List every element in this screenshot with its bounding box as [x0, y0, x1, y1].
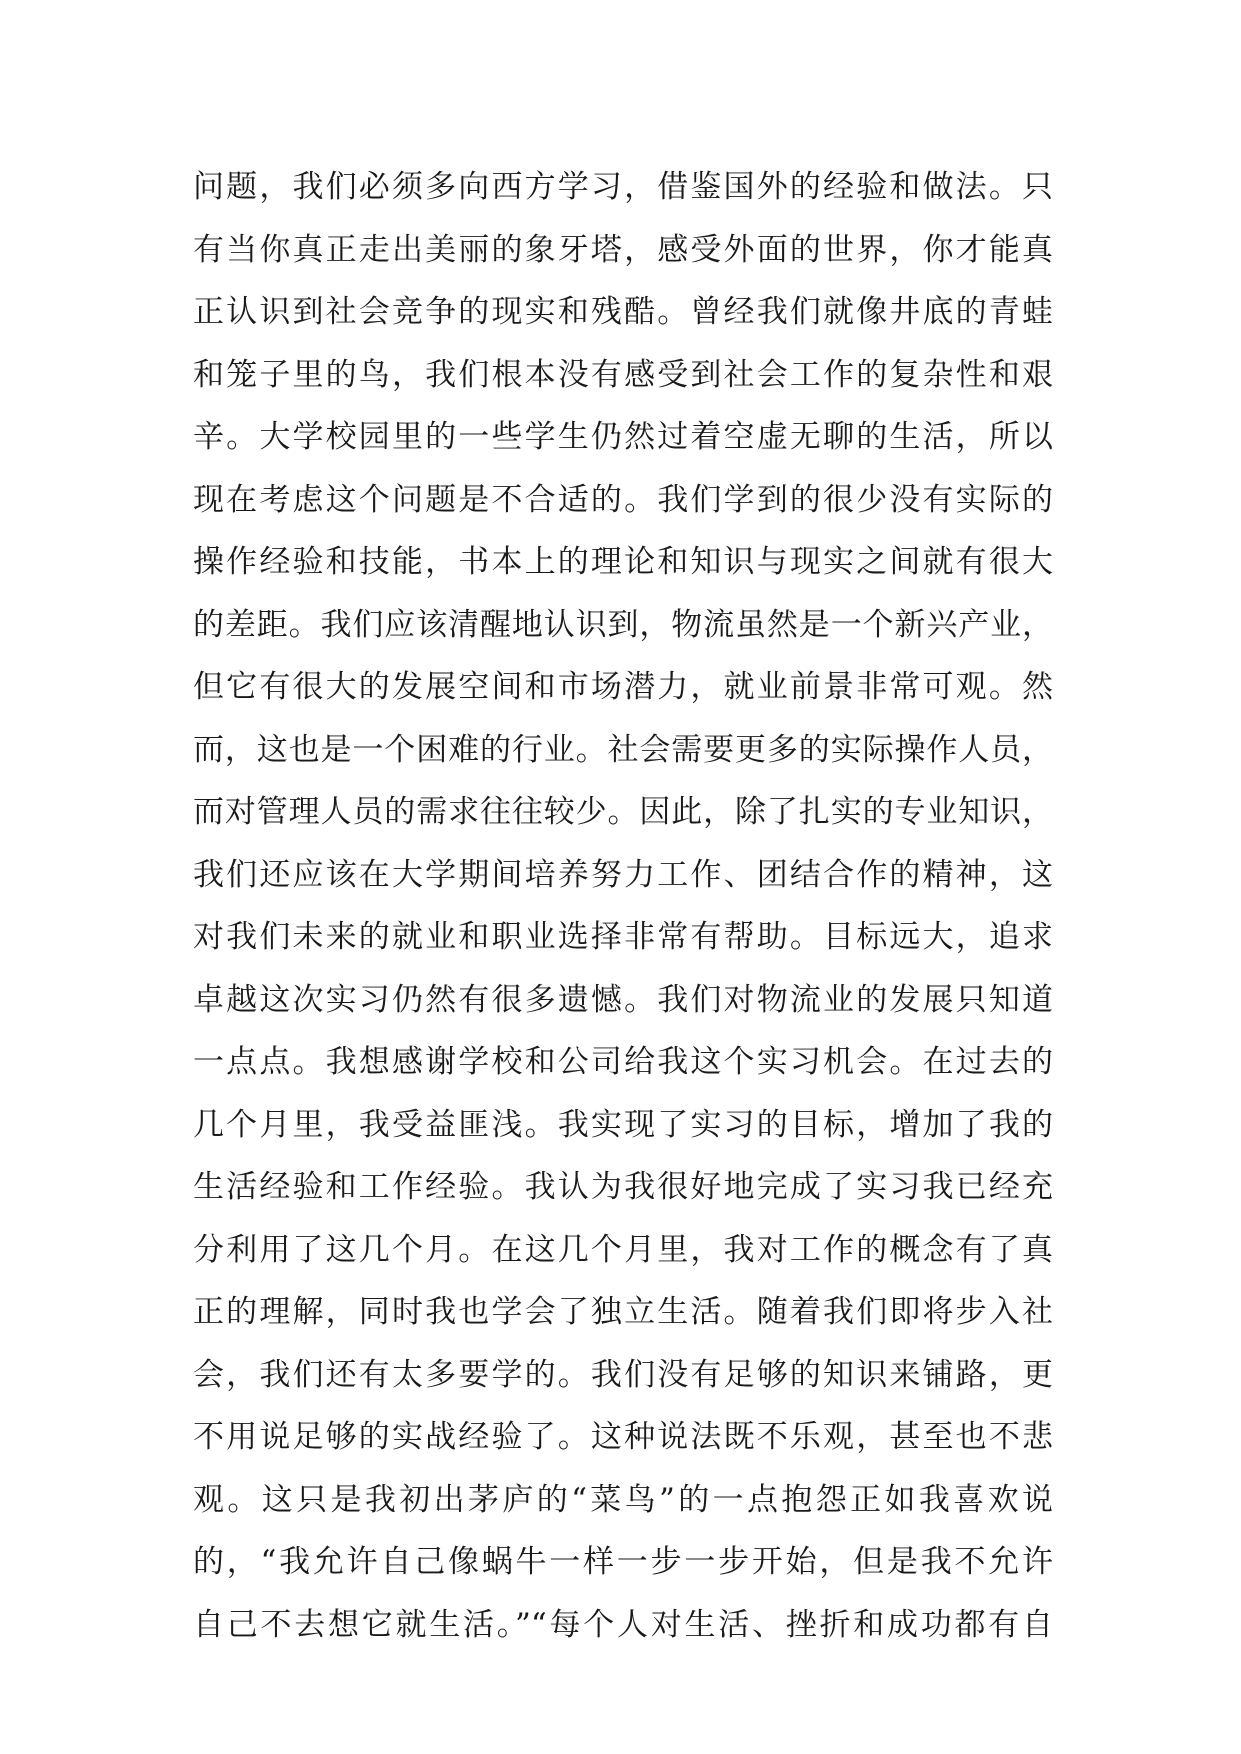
- text-line: 生活经验和工作经验。我认为我很好地完成了实习我已经充: [193, 1169, 1053, 1205]
- text-line: 几个月里，我受益匪浅。我实现了实习的目标，增加了我的: [193, 1106, 1053, 1143]
- text-line: 对我们未来的就业和职业选择非常有帮助。目标远大，追求: [193, 919, 1053, 955]
- text-line: 而对管理人员的需求往往较少。因此，除了扎实的专业知识，: [193, 794, 1053, 830]
- text-line: 不用说足够的实战经验了。这种说法既不乐观，甚至也不悲: [193, 1419, 1053, 1455]
- body-text: [193, 156, 1053, 1656]
- text-line: 操作经验和技能，书本上的理论和知识与现实之间就有很大: [193, 544, 1053, 580]
- text-line: 辛。大学校园里的一些学生仍然过着空虚无聊的生活，所以: [193, 419, 1053, 455]
- text-line: 有当你真正走出美丽的象牙塔，感受外面的世界，你才能真: [193, 231, 1053, 268]
- text-line: 一点点。我想感谢学校和公司给我这个实习机会。在过去的: [193, 1044, 1053, 1080]
- text-line: 的，“我允许自己像蜗牛一样一步一步开始，但是我不允许: [193, 1544, 1053, 1580]
- text-line: 而，这也是一个困难的行业。社会需要更多的实际操作人员，: [193, 731, 1053, 768]
- text-line: 但它有很大的发展空间和市场潜力，就业前景非常可观。然: [193, 669, 1053, 705]
- text-line: 问题，我们必须多向西方学习，借鉴国外的经验和做法。只: [193, 169, 1053, 205]
- text-line: 分利用了这几个月。在这几个月里，我对工作的概念有了真: [193, 1231, 1053, 1268]
- text-line: 卓越这次实习仍然有很多遗憾。我们对物流业的发展只知道: [193, 981, 1053, 1018]
- text-line: 和笼子里的鸟，我们根本没有感受到社会工作的复杂性和艰: [193, 356, 1053, 393]
- text-line: 我们还应该在大学期间培养努力工作、团结合作的精神，这: [193, 856, 1053, 893]
- text-line: 的差距。我们应该清醒地认识到，物流虽然是一个新兴产业，: [193, 606, 1053, 643]
- text-line: 正认识到社会竞争的现实和残酷。曾经我们就像井底的青蛙: [193, 294, 1053, 330]
- text-line: 自己不去想它就生活。”“每个人对生活、挫折和成功都有自: [193, 1606, 1053, 1643]
- text-line: 观。这只是我初出茅庐的“菜鸟”的一点抱怨正如我喜欢说: [193, 1481, 1053, 1518]
- text-line: 正的理解，同时我也学会了独立生活。随着我们即将步入社: [193, 1294, 1053, 1330]
- text-line: 会，我们还有太多要学的。我们没有足够的知识来铺路，更: [193, 1356, 1053, 1393]
- text-line: 现在考虑这个问题是不合适的。我们学到的很少没有实际的: [193, 481, 1053, 518]
